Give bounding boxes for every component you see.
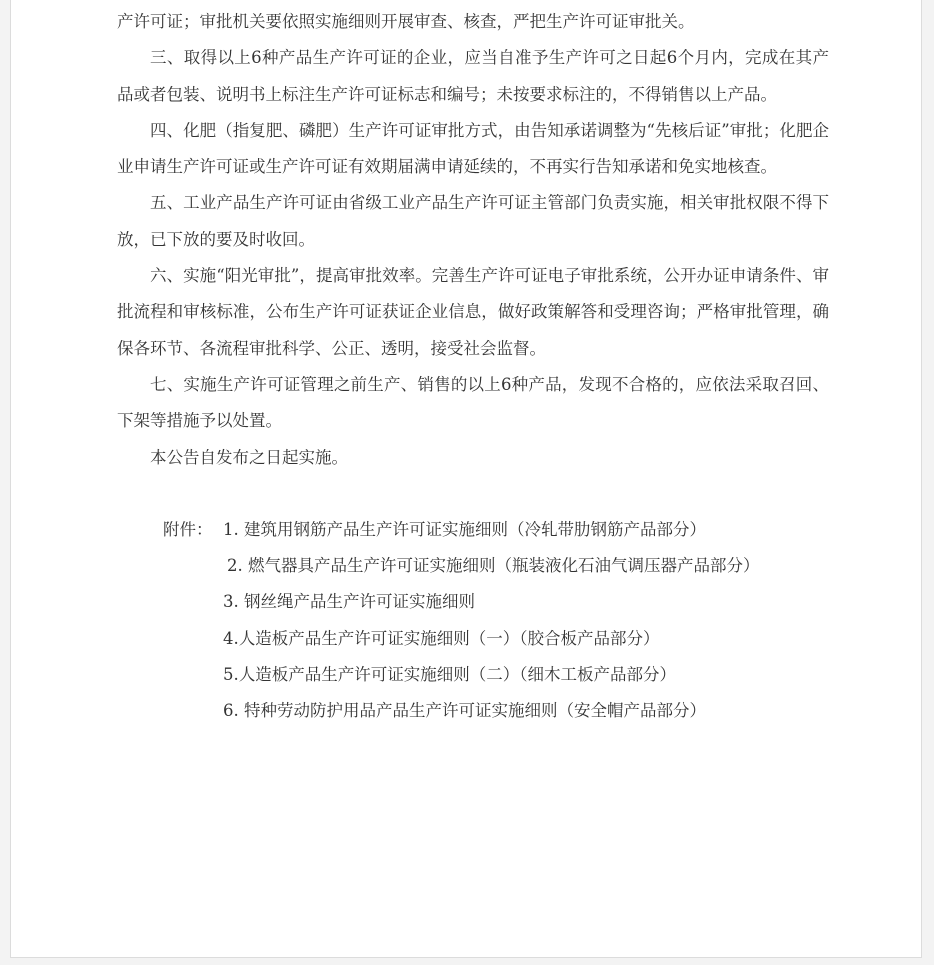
attachment-row-1 — [117, 512, 829, 548]
attachment-title: 钢丝绳产品生产许可证实施细则 — [244, 592, 475, 612]
paragraph-item-4: 四、化肥（指复肥、磷肥）生产许可证审批方式，由告知承诺调整为“先核后证”审批；化肥企业申请生产许可证或生产许可证有效期届满申请延续的，不再实行告知承诺和免实地核查。 — [117, 120, 829, 177]
document-body — [117, 4, 829, 730]
paragraph-item-3: 三、取得以上6种产品生产许可证的企业，应当自准予生产许可之日起6个月内，完成在其产品或者包装、说明书上标注生产许可证标志和编号；未按要求标注的，不得销售以上产品。 — [117, 48, 829, 104]
attachment-number: 3. — [223, 592, 239, 612]
attachment-item — [117, 584, 829, 620]
attachments-list — [117, 512, 829, 730]
attachment-item — [117, 621, 829, 657]
paragraph-continuation: 产许可证；审批机关要依照实施细则开展审查、核查，严把生产许可证审批关。 — [117, 12, 695, 31]
attachment-row-6 — [117, 693, 829, 729]
attachment-number: 5. — [223, 665, 239, 685]
attachment-title: 燃气器具产品生产许可证实施细则（瓶装液化石油气调压器产品部分） — [248, 556, 760, 576]
attachment-number: 4. — [223, 628, 239, 648]
paragraph-item-5: 五、工业产品生产许可证由省级工业产品生产许可证主管部门负责实施，相关审批权限不得下放，已下放的要及时收回。 — [117, 193, 829, 249]
attachment-number: 6. — [223, 701, 239, 721]
attachment-row-5 — [117, 657, 829, 693]
attachment-number: 1. — [223, 519, 239, 539]
document-page — [10, 0, 922, 958]
section-spacer — [117, 476, 829, 512]
attachment-row-4 — [117, 621, 829, 657]
paragraph-item-6: 六、实施“阳光审批”，提高审批效率。完善生产许可证电子审批系统，公开办证申请条件、审批流程和审核标准，公布生产许可证获证企业信息，做好政策解答和受理咨询；严格审批管理，确保各环节、各流程审批科学、公正、透明，接受社会监督。 — [117, 266, 829, 358]
attachment-item — [117, 693, 829, 729]
paragraph-item-7: 七、实施生产许可证管理之前生产、销售的以上6种产品，发现不合格的，应依法采取召回、下架等措施予以处置。 — [117, 374, 829, 431]
attachment-title: 人造板产品生产许可证实施细则（一）（胶合板产品部分） — [238, 628, 660, 648]
attachment-item — [117, 512, 829, 548]
attachment-title: 人造板产品生产许可证实施细则（二）（细木工板产品部分） — [238, 665, 676, 685]
attachment-item — [117, 657, 829, 693]
paragraph-effective-date: 本公告自发布之日起实施。 — [150, 447, 348, 467]
attachment-title: 特种劳动防护用品产品生产许可证实施细则（安全帽产品部分） — [244, 701, 706, 721]
attachment-number: 2. — [227, 556, 243, 576]
attachments-label: 附件： — [163, 519, 213, 539]
attachment-row-3 — [117, 584, 829, 620]
attachment-title: 建筑用钢筋产品生产许可证实施细则（冷轧带肋钢筋产品部分） — [244, 519, 706, 539]
attachment-row-2 — [117, 548, 829, 584]
attachment-item — [117, 548, 829, 584]
